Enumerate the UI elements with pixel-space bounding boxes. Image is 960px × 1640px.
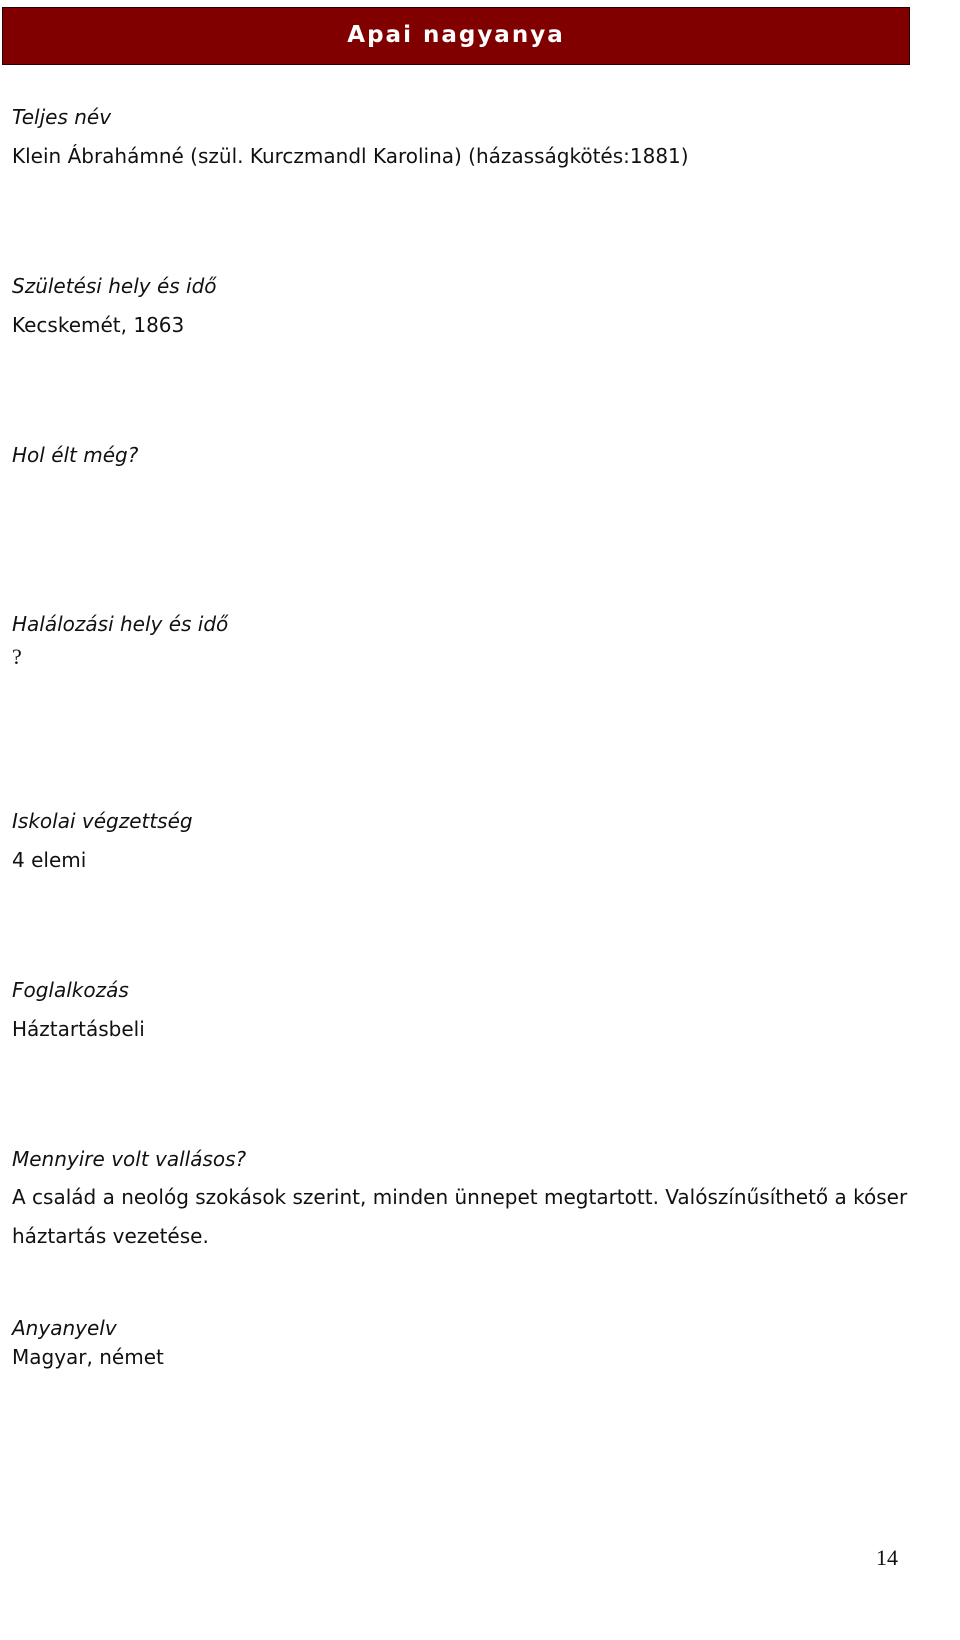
field-label-education: Iskolai végzettség (12, 809, 193, 833)
field-label-full-name: Teljes név (12, 105, 112, 129)
field-value-religiosity: A család a neológ szokások szerint, minden ünnepet megtartott. Valószínűsíthető a kóser háztartás vezetése. (12, 1185, 908, 1248)
field-value-native-language: Magyar, német (12, 1345, 164, 1369)
field-value-education: 4 elemi (12, 848, 87, 872)
section-header-bar (2, 7, 910, 65)
field-value-birth-place-date: Kecskemét, 1863 (12, 313, 185, 337)
field-value-occupation: Háztartásbeli (12, 1017, 145, 1041)
page-number: 14 (876, 1545, 898, 1570)
field-label-religiosity: Mennyire volt vallásos? (12, 1147, 247, 1171)
field-label-other-residence: Hol élt még? (12, 443, 139, 467)
field-value-full-name: Klein Ábrahámné (szül. Kurczmandl Karolina) (házasságkötés:1881) (12, 144, 689, 168)
section-title: Apai nagyanya (347, 22, 565, 48)
field-label-birth-place-date: Születési hely és idő (12, 274, 217, 298)
field-label-occupation: Foglalkozás (12, 978, 129, 1002)
field-label-death-place-date: Halálozási hely és idő (12, 612, 229, 636)
field-label-native-language: Anyanyelv (12, 1316, 117, 1340)
field-value-death-place-date: ? (12, 644, 22, 669)
